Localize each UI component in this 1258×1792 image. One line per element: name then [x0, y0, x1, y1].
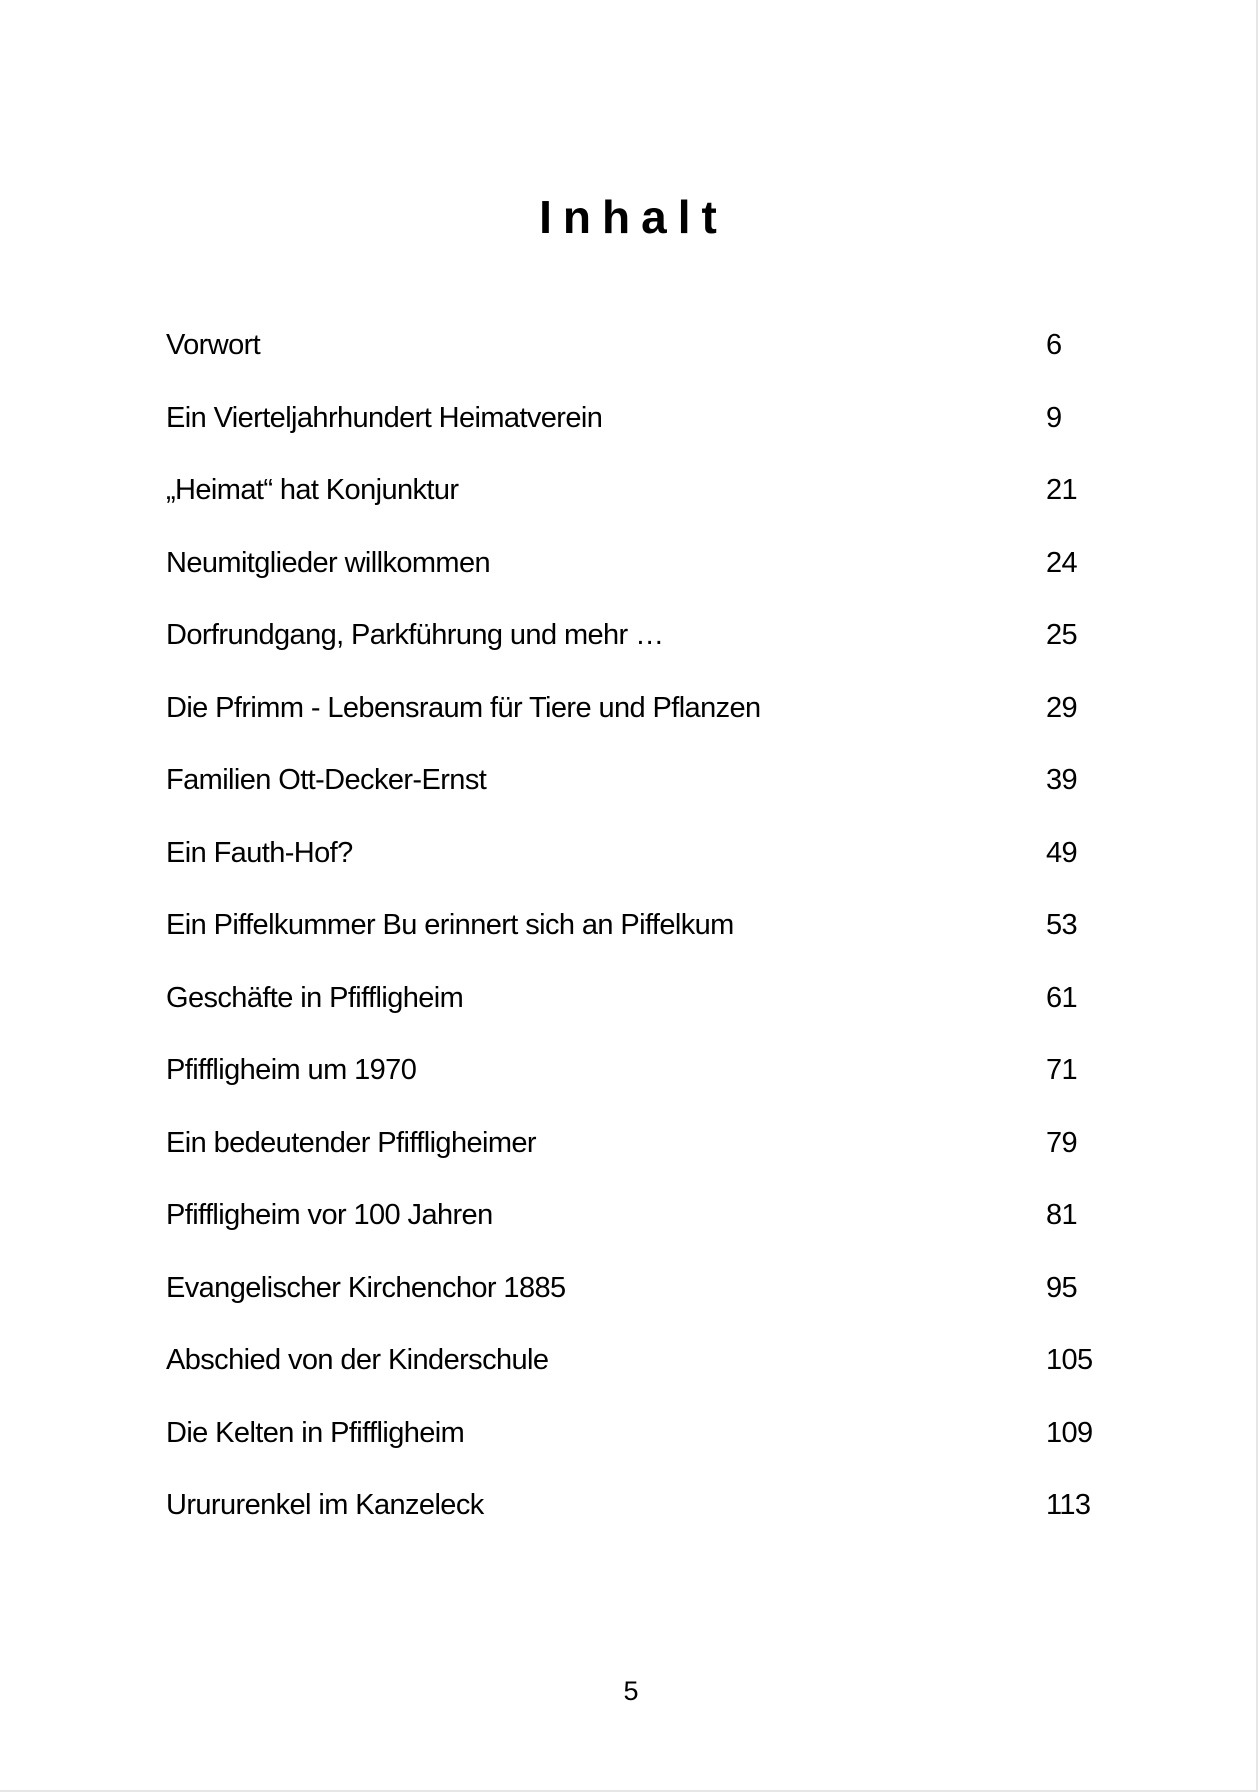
toc-entry: [166, 833, 1106, 906]
toc-entry-page: 39: [1046, 764, 1078, 796]
toc-entry-title: Familien Ott-Decker-Ernst: [166, 764, 487, 796]
toc-entry: [166, 470, 1106, 543]
toc-entry: [166, 1123, 1106, 1196]
toc-entry-title: „Heimat“ hat Konjunktur: [166, 474, 459, 506]
toc-entry-title: Vorwort: [166, 329, 261, 361]
toc-entry-page: 6: [1046, 329, 1062, 361]
toc-entry-title: Evangelischer Kirchenchor 1885: [166, 1271, 566, 1304]
toc-entry: [166, 978, 1106, 1051]
toc-entry-page: 24: [1046, 546, 1078, 579]
toc-entry-title: Pfiffligheim vor 100 Jahren: [166, 1199, 493, 1231]
toc-entry-title: Ein Piffelkummer Bu erinnert sich an Piffelkum: [166, 909, 734, 941]
toc-entry-title: Urururenkel im Kanzeleck: [166, 1489, 484, 1521]
toc-entry: [166, 1485, 1106, 1558]
toc-entry-title: Ein Fauth-Hof?: [166, 836, 353, 869]
toc-entry-title: Die Pfrimm - Lebensraum für Tiere und Pflanzen: [166, 691, 761, 724]
toc-entry-page: 61: [1046, 981, 1078, 1014]
toc-entry-page: 71: [1046, 1054, 1078, 1086]
toc-entry-title: Ein bedeutender Pfiffligheimer: [166, 1126, 536, 1159]
toc-entry-page: 79: [1046, 1126, 1078, 1159]
toc-entry-page: 95: [1046, 1271, 1078, 1304]
toc-entry-page: 25: [1046, 619, 1078, 651]
toc-entry-title: Dorfrundgang, Parkführung und mehr …: [166, 619, 664, 651]
toc-entry: [166, 1340, 1106, 1413]
toc-entry-page: 109: [1046, 1416, 1093, 1449]
toc-entry-title: Geschäfte in Pfiffligheim: [166, 981, 464, 1014]
toc-entry: [166, 1413, 1106, 1486]
toc-entry-page: 21: [1046, 474, 1078, 506]
toc-entry-page: 81: [1046, 1199, 1078, 1231]
page-number: 5: [623, 1676, 639, 1706]
toc-entry: [166, 905, 1106, 978]
toc-entry-title: Ein Vierteljahrhundert Heimatverein: [166, 401, 603, 434]
toc-entry: [166, 398, 1106, 471]
toc-entry: [166, 688, 1106, 761]
toc-entry-title: Abschied von der Kinderschule: [166, 1344, 549, 1376]
table-of-contents: [166, 325, 1106, 1558]
toc-entry-page: 49: [1046, 836, 1078, 869]
page-title: Inhalt: [539, 190, 728, 243]
toc-entry: [166, 325, 1106, 398]
toc-entry: [166, 615, 1106, 688]
toc-entry: [166, 1195, 1106, 1268]
toc-entry-page: 29: [1046, 691, 1078, 724]
toc-entry-page: 113: [1046, 1489, 1091, 1521]
toc-entry-page: 105: [1046, 1344, 1093, 1376]
toc-entry: [166, 1050, 1106, 1123]
toc-entry-title: Neumitglieder willkommen: [166, 546, 491, 579]
toc-entry-page: 53: [1046, 909, 1078, 941]
toc-entry-title: Pfiffligheim um 1970: [166, 1054, 417, 1086]
toc-entry: [166, 1268, 1106, 1341]
toc-entry: [166, 760, 1106, 833]
toc-entry-page: 9: [1046, 401, 1062, 434]
toc-entry-title: Die Kelten in Pfiffligheim: [166, 1416, 465, 1449]
toc-entry: [166, 543, 1106, 616]
